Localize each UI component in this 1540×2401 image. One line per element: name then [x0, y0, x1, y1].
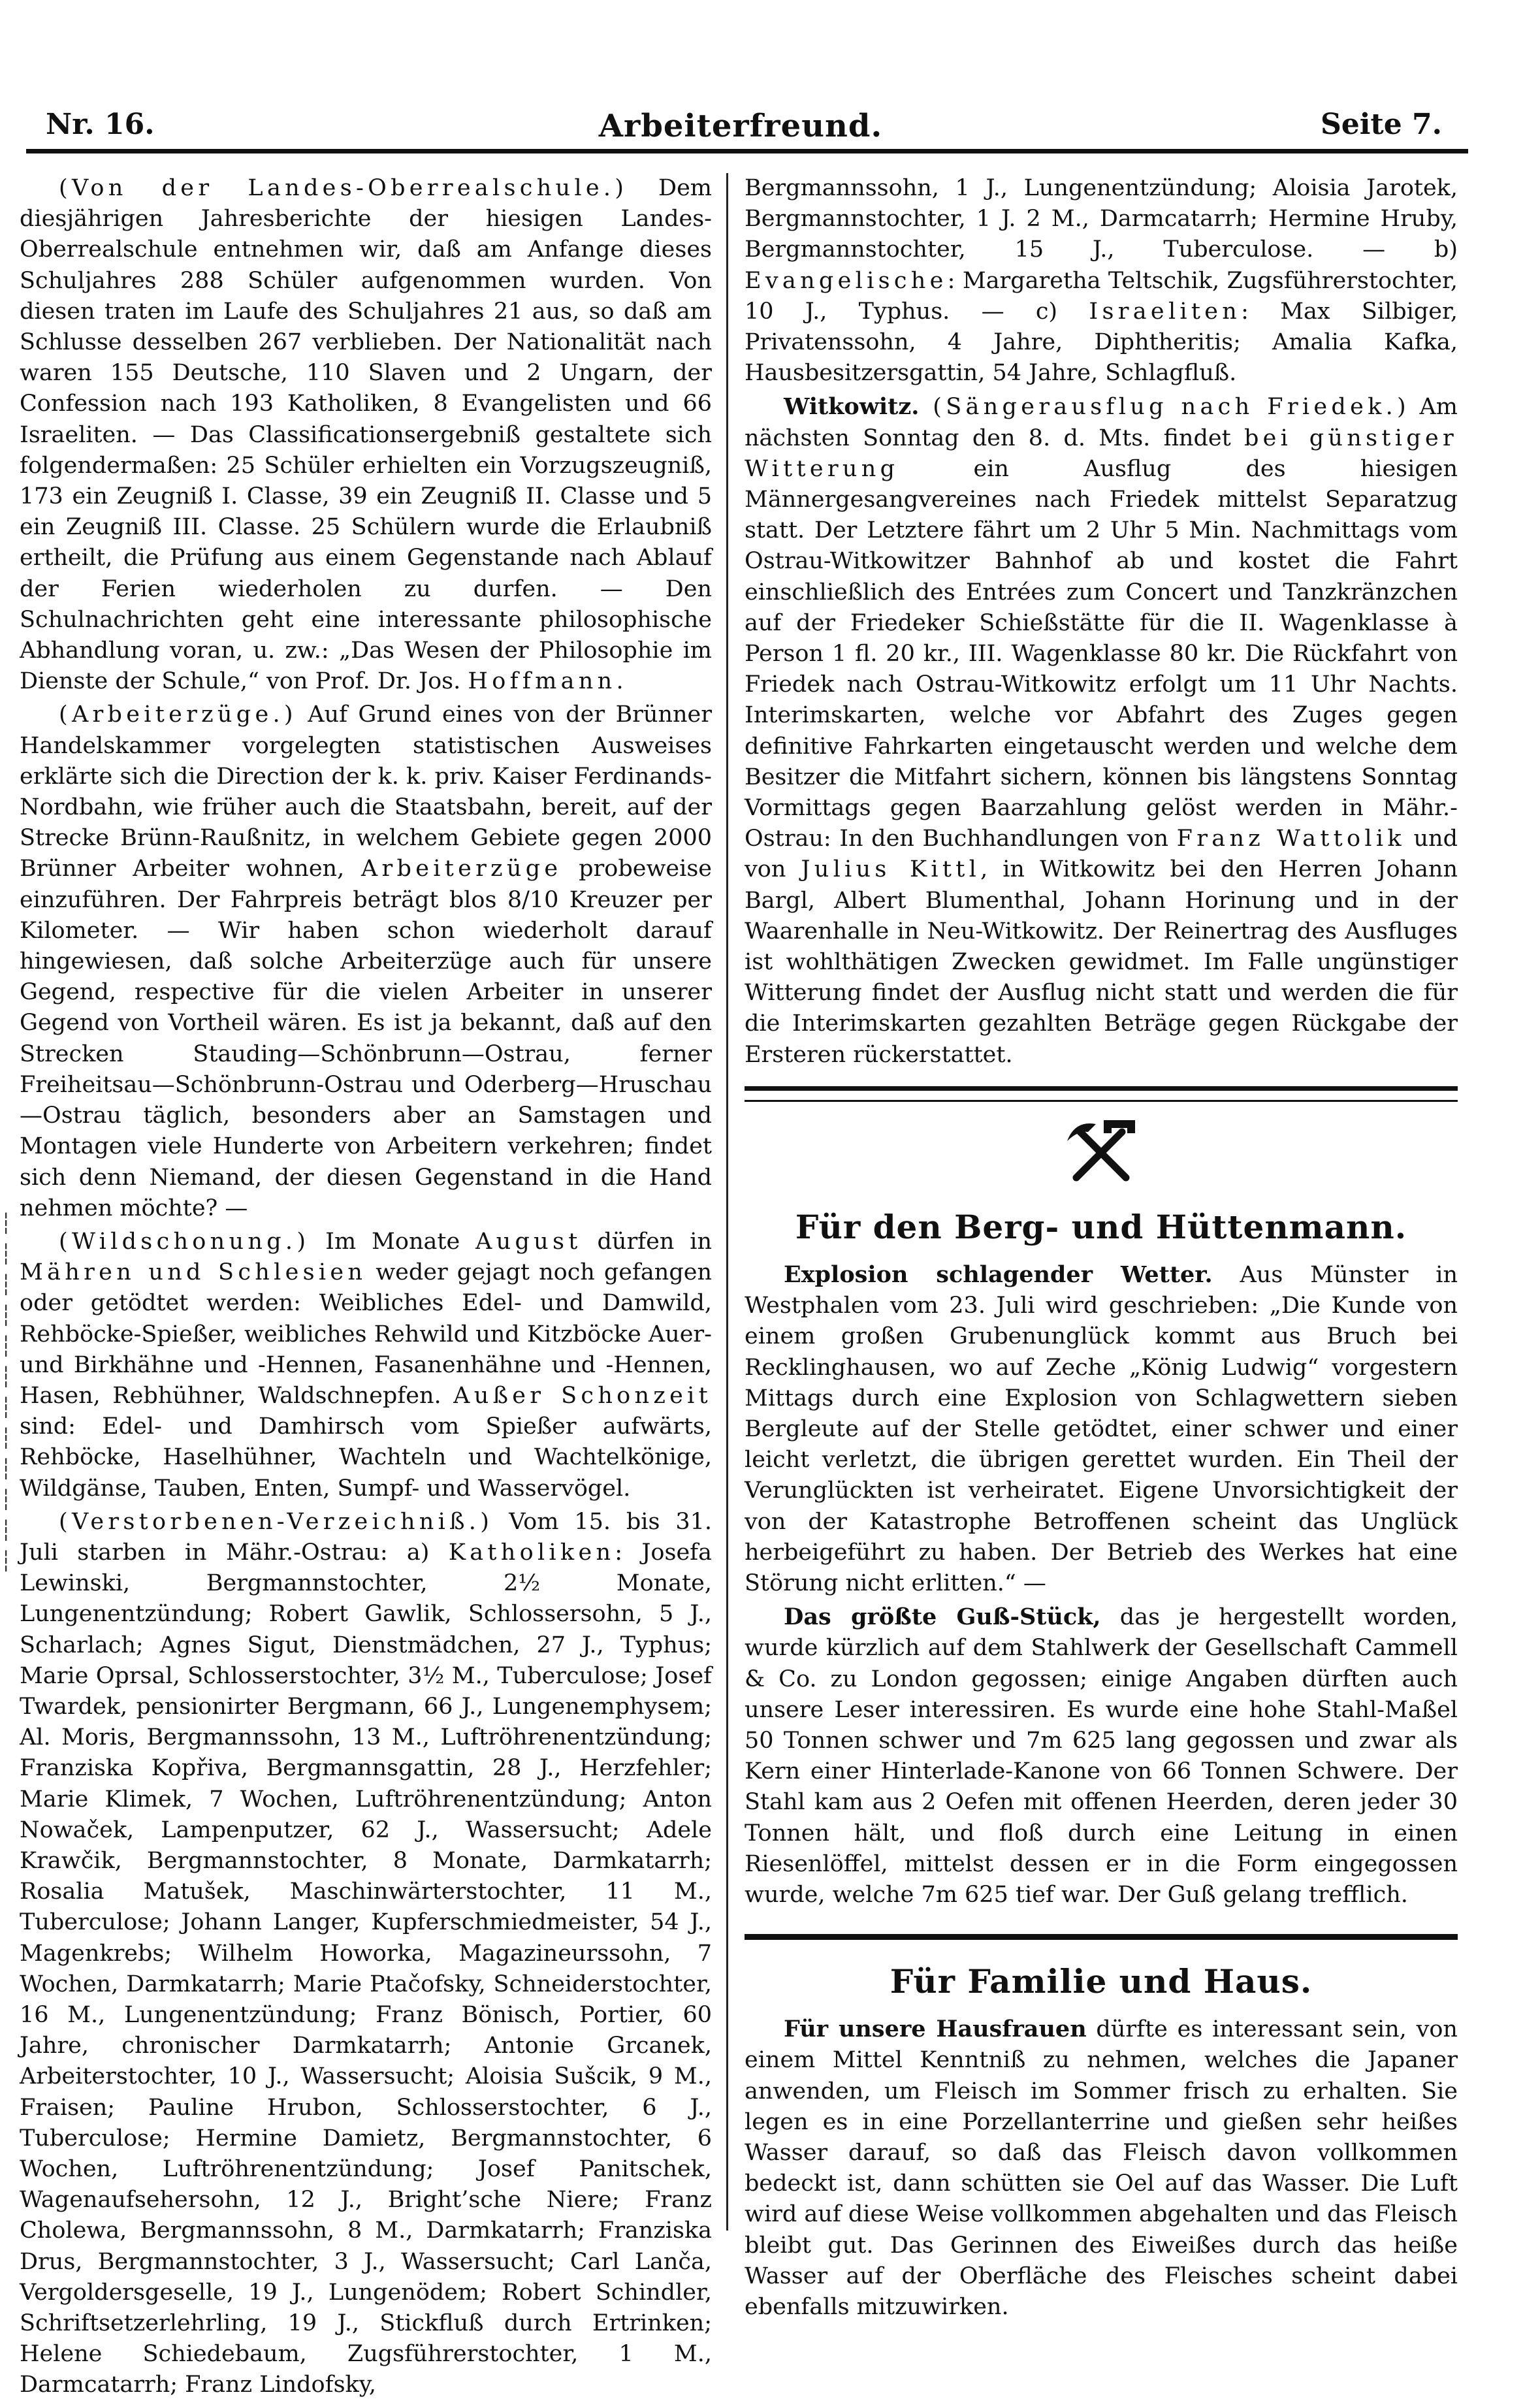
article-emphasis: Julius Kittl [801, 856, 981, 883]
article-text: Vom 15. bis 31. Juli starben in Mähr.-Ostrau: a) [20, 1508, 712, 1566]
author-name: Hoffmann. [468, 668, 628, 695]
article-emphasis: Franz Wattolik [1176, 826, 1405, 852]
article-subtitle: (Sängerausflug nach Friedek.) [919, 394, 1410, 421]
article-text: Bergmannssohn, 1 J., Lungenentzündung; Aloisia Jarotek, Bergmannstochter, 1 J. 2 M., Darmcatarrh; Hermine Hruby, Bergmannstochter, 15 J., Tuberculose. — b) [745, 175, 1458, 263]
article-text: Am nächsten Sonntag den 8. d. Mts. findet [745, 394, 1458, 451]
article-verstorbenen-continued [745, 173, 1458, 389]
article-text: : Margaretha Teltschik, Zugsführerstochter, 10 J., Typhus. — c) [745, 267, 1458, 325]
page-number: Seite 7. [1320, 108, 1442, 141]
right-column [745, 173, 1458, 2320]
article-emphasis: Mähren und Schlesien [20, 1259, 367, 1286]
article-emphasis: Arbeiterzüge [361, 856, 562, 882]
header-rule [26, 149, 1468, 153]
section-heading-berg-huettenmann: Für den Berg- und Hüttenmann. [795, 1207, 1407, 1246]
article-text: Dem diesjährigen Jahresberichte der hiesigen Landes-Oberrealschule entnehmen wir, daß am Anfange dieses Schuljahres 288 Schüler aufgenommen wurden. Von diesen traten im Laufe des Schuljahres 21 aus, so daß am Schlusse desselben 267 verblieben. Der Nationalität nach waren 155 Deutsche, 110 Slaven und 2 Ungarn, der Confession nach 193 Katholiken, 8 Evangelisten und 66 Israeliten. — Das Classificationsergebniß gestaltete sich folgendermaßen: 25 Schüler erhielten ein Vorzugszeugniß, 173 ein Zeugniß I. Classe, 39 ein Zeugniß II. Classe und 5 ein Zeugniß III. Classe. 25 Schülern wurde die Erlaubniß ertheilt, die Prüfung aus einem Gegenstande nach Ablauf der Ferien wiederholen zu durfen. — Den Schulnachrichten geht eine interessante philosophische Abhandlung voran, u. zw.: „Das Wesen der Philosophie im Dienste der Schule,“ von Prof. Dr. Jos. [20, 175, 712, 695]
article-lead: Witkowitz. [784, 393, 920, 421]
article-lead: (Verstorbenen-Verzeichniß.) [59, 1508, 494, 1535]
article-text: und von [745, 826, 1458, 883]
article-text: sind: Edel- und Damhirsch vom Spießer aufwärts, Rehböcke, Haselhühner, Wachteln und Wachtelkönige, Wildgänse, Tauben, Enten, Sumpf- und Wasservögel. [20, 1413, 712, 1502]
section-divider [745, 1934, 1458, 1940]
article-emphasis: Israeliten [1089, 298, 1242, 325]
article-lead: Explosion schlagender Wetter. [784, 1261, 1213, 1288]
article-text: dürfte es interessant sein, von einem Mittel Kenntniß zu nehmen, welches die Japaner anwenden, um Fleisch im Sommer frisch zu erhalten. Sie legen es in eine Porzellanterrine und gießen sehr heißes Wasser darauf, so daß das Fleisch davon vollkommen bedeckt ist, dann schütten sie Oel auf das Wasser. Die Luft wird auf diese Weise vollkommen abgehalten und das Fleisch bleibt gut. Das Gerinnen des Eiweißes durch das heiße Wasser auf der Oberfläche des Fleisches scheint dabei ebenfalls mitzuwirken. [745, 2016, 1458, 2320]
article-hausfrauen [745, 2014, 1458, 2323]
article-text: das je hergestellt worden, wurde kürzlich auf dem Stahlwerk der Gesellschaft Cammell & Co. zu London gegossen; einige Angaben dürften auch unsere Leser interessiren. Es wurde eine hohe Stahl-Maßel 50 Tonnen schwer und 7m 625 lang gegossen und zwar als Kern einer Hinterlade-Kanone von 66 Tonnen Schwere. Der Stahl kam aus 2 Oefen mit offenen Heerden, deren jeder 30 Tonnen hält, und floß durch eine Leitung in einen Riesenlöffel, mittelst dessen er in die Form eingegossen wurde, welche 7m 625 tief war. Der Guß gelang trefflich. [745, 1604, 1458, 1908]
article-arbeiterzuege [20, 700, 712, 1223]
article-text: , in Witkowitz bei den Herren Johann Bargl, Albert Blumenthal, Johann Horinung und in der Waarenhalle in Neu-Witkowitz. Der Reinertrag des Ausfluges ist wohlthätigen Zwecken gewidmet. Im Falle ungünstiger Witterung findet der Ausflug nicht statt und werden die für die Interimskarten gezahlten Beträge gegen Rückgabe der Ersteren rückerstattet. [745, 856, 1458, 1068]
article-landes-oberrealschule [20, 173, 712, 697]
issue-number: Nr. 16. [46, 108, 155, 141]
article-lead: Für unsere Hausfrauen [784, 2016, 1087, 2043]
article-witkowitz [745, 391, 1458, 1070]
article-emphasis: Evangelische [745, 267, 948, 294]
article-lead: (Arbeiterzüge.) [59, 701, 297, 728]
page-header [39, 108, 1442, 153]
article-emphasis: Außer Schonzeit [453, 1382, 712, 1409]
article-emphasis: bei günstiger Witterung [745, 425, 1458, 482]
article-verstorbenen-verzeichnis [20, 1507, 712, 2401]
article-emphasis: August [475, 1228, 582, 1255]
article-text: : Josefa Lewinski, Bergmannstochter, 2½ Monate, Lungenentzündung; Robert Gawlik, Schlossersohn, 5 J., Scharlach; Agnes Sigut, Dienstmädchen, 27 J., Typhus; Marie Oprsal, Schlosserstochter, 3½ M., Tuberculose; Josef Twardek, pensionirter Bergmann, 66 J., Lungenemphysem; Al. Moris, Bergmannssohn, 13 M., Luftröhrenentzündung; Franziska Kopřiva, Bergmannsgattin, 28 J., Herzfehler; Marie Klimek, 7 Wochen, Luftröhrenentzündung; Anton Nowaček, Lampenputzer, 62 J., Wassersucht; Adele Krawčik, Bergmannstochter, 8 Monate, Darmkatarrh; Rosalia Matušek, Maschinwärterstochter, 11 M., Tuberculose; Johann Langer, Kupferschmiedmeister, 54 J., Magenkrebs; Wilhelm Howorka, Magazineurssohn, 7 Wochen, Darmkatarrh; Marie Ptačofsky, Schneiderstochter, 16 M., Lungenentzündung; Franz Bönisch, Portier, 60 Jahre, chronischer Darmkatarrh; Antonie Grcanek, Arbeiterstochter, 10 J., Wassersucht; Aloisia Sušcik, 9 M., Fraisen; Pauline Hrubon, Schlosserstochter, 6 J., Tuberculose; Hermine Damietz, Bergmannstochter, 6 Wochen, Luftröhrenentzündung; Josef Panitschek, Wagenaufsehersohn, 12 J., Bright’sche Niere; Franz Cholewa, Bergmannssohn, 8 M., Darmkatarrh; Franziska Drus, Bergmannstochter, 3 J., Wassersucht; Carl Lanča, Vergoldersgeselle, 19 J., Lungenödem; Robert Schindler, Schriftsetzerlehrling, 19 J., Stickfluß durch Ertrinken; Helene Schiedebaum, Zugsführerstochter, 1 M., Darmcatarrh; Franz Lindofsky, [20, 1539, 712, 2398]
article-gussstueck [745, 1602, 1458, 1910]
article-explosion [745, 1259, 1458, 1599]
left-column [20, 173, 712, 2398]
article-text: probeweise einzuführen. Der Fahrpreis beträgt blos 8/10 Kreuzer per Kilometer. — Wir haben schon wiederholt darauf hingewiesen, daß solche Arbeiterzüge auch für unsere Gegend, respective für die vielen Arbeiter in unserer Gegend von Vortheil wären. Es ist ja bekannt, daß auf den Strecken Stauding—Schönbrunn—Ostrau, ferner Freiheitsau—Schönbrunn-Ostrau und Oderberg—Hruschau—Ostrau täglich, besonders aber an Samstagen und Montagen viele Hunderte von Arbeitern verkehren; findet sich denn Niemand, der diesen Gegenstand in die Hand nehmen möchte? — [20, 856, 712, 1221]
binding-edge-marks: ┆ ┆ ┆ ┆ ┆ ┆ ┆ ┆ ┆ ┆ ┆ ┆ [0, 1212, 12, 1573]
section-heading-familie-haus: Für Familie und Haus. [890, 1962, 1313, 2001]
section-divider [745, 1086, 1458, 1102]
hammer-and-pick-icon [745, 1114, 1458, 1192]
article-lead: (Wildschonung.) [59, 1228, 310, 1255]
article-text: Im Monate [310, 1228, 476, 1255]
article-text: Auf Grund eines von der Brünner Handelskammer vorgelegten statistischen Ausweises erklärte sich die Direction der k. k. priv. Kaiser Ferdinands-Nordbahn, wie früher auch die Staatsbahn, bereit, auf der Strecke Brünn-Raußnitz, in welchem Gebiete gegen 2000 Brünner Arbeiter wohnen, [20, 701, 712, 882]
article-text: dürfen in [581, 1228, 712, 1255]
article-lead: (Von der Landes-Oberrealschule.) [59, 175, 628, 201]
article-text: weder gejagt noch gefangen oder getödtet werden: Weibliches Edel- und Damwild, Rehböcke-Spießer, weibliches Rehwild und Kitzböcke Auer- und Birkhähne und -Hennen, Fasanenhähne und -Hennen, Hasen, Rebhühner, Waldschnepfen. [20, 1259, 712, 1409]
article-emphasis: Katholiken [448, 1539, 615, 1566]
article-text: : Max Silbiger, Privatenssohn, 4 Jahre, Diphtheritis; Amalia Kafka, Hausbesitzersgattin, 54 Jahre, Schlagfluß. [745, 298, 1458, 387]
column-divider [726, 173, 728, 2231]
article-lead: Das größte Guß-Stück, [784, 1603, 1101, 1631]
masthead-title: Arbeiterfreund. [598, 108, 883, 144]
article-wildschonung [20, 1227, 712, 1504]
article-text: ein Ausflug des hiesigen Männergesangvereines nach Friedek mittelst Separatzug statt. Der Letztere fährt um 2 Uhr 5 Min. Nachmittags vom Ostrau-Witkowitzer Bahnhof ab und kostet die Fahrt einschließlich des Entrées zum Concert und Tanzkränzchen auf der Friedeker Schießstätte für die II. Wagenklasse à Person 1 fl. 20 kr., III. Wagenklasse 80 kr. Die Rückfahrt von Friedek nach Ostrau-Witkowitz erfolgt um 11 Uhr Nachts. Interimskarten, welche vor Abfahrt des Zuges gegen definitive Fahrkarten eingetauscht werden und welche dem Besitzer die Mitfahrt sichern, können bis längstens Sonntag Vormittags gegen Baarzahlung gelöst werden in Mähr.-Ostrau: In den Buchhandlungen von [745, 455, 1458, 852]
article-text: Aus Münster in Westphalen vom 23. Juli wird geschrieben: „Die Kunde von einem großen Grubenunglück kommt aus Bruch bei Recklinghausen, wo auf Zeche „König Ludwig“ vorgestern Mittags durch eine Explosion von Schlagwettern sieben Bergleute auf der Stelle getödtet, einer schwer und einer leicht verletzt, die übrigen gerettet wurden. Ein Theil der Verunglückten ist verheiratet. Eigene Unvorsichtigkeit der von der Katastrophe Betroffenen scheint das Unglück herbeigeführt zu haben. Der Betrieb des Werkes hat eine Störung nicht erlitten.“ — [745, 1261, 1458, 1596]
